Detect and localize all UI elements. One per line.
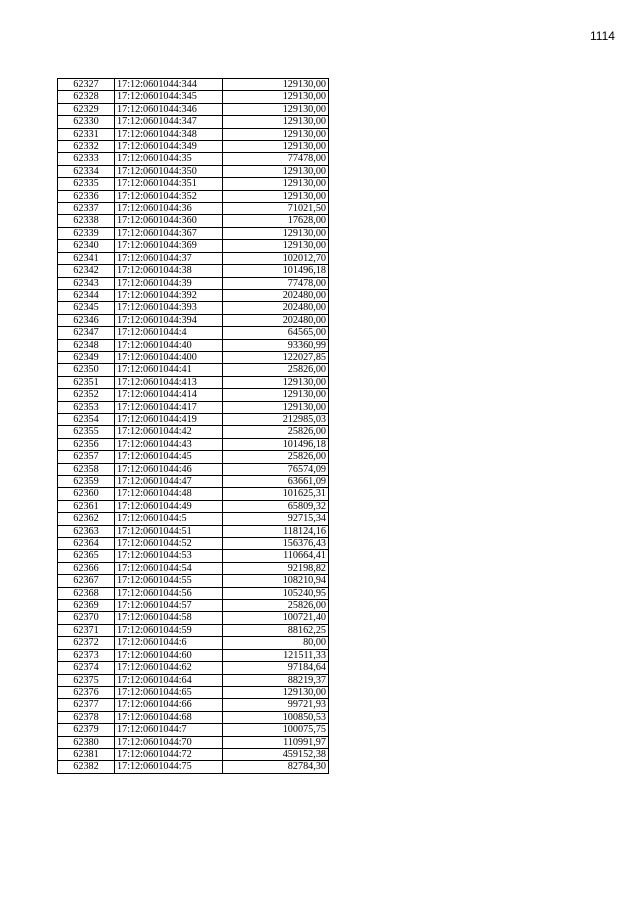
cadastral-number-cell: 17:12:0601044:54: [115, 562, 223, 574]
row-number-cell: 62358: [58, 463, 115, 475]
row-number-cell: 62328: [58, 91, 115, 103]
cadastral-number-cell: 17:12:0601044:38: [115, 265, 223, 277]
table-row: [58, 413, 329, 425]
value-cell: 102012,70: [223, 252, 329, 264]
table-row: [58, 91, 329, 103]
table-row: [58, 141, 329, 153]
value-cell: 101625,31: [223, 488, 329, 500]
cadastral-number-cell: 17:12:0601044:351: [115, 178, 223, 190]
cadastral-number-cell: 17:12:0601044:349: [115, 141, 223, 153]
row-number-cell: 62382: [58, 761, 115, 773]
value-cell: 92715,34: [223, 513, 329, 525]
value-cell: 129130,00: [223, 178, 329, 190]
value-cell: 77478,00: [223, 277, 329, 289]
row-number-cell: 62339: [58, 227, 115, 239]
row-number-cell: 62362: [58, 513, 115, 525]
value-cell: 202480,00: [223, 289, 329, 301]
table-row: [58, 438, 329, 450]
table-row: [58, 376, 329, 388]
table-row: [58, 649, 329, 661]
value-cell: 100850,53: [223, 711, 329, 723]
row-number-cell: 62357: [58, 451, 115, 463]
cadastral-number-cell: 17:12:0601044:48: [115, 488, 223, 500]
row-number-cell: 62336: [58, 190, 115, 202]
cadastral-number-cell: 17:12:0601044:60: [115, 649, 223, 661]
table-row: [58, 463, 329, 475]
table-row: [58, 215, 329, 227]
cadastral-number-cell: 17:12:0601044:52: [115, 538, 223, 550]
value-cell: 129130,00: [223, 389, 329, 401]
value-cell: 82784,30: [223, 761, 329, 773]
cadastral-number-cell: 17:12:0601044:43: [115, 438, 223, 450]
cadastral-number-cell: 17:12:0601044:352: [115, 190, 223, 202]
cadastral-number-cell: 17:12:0601044:53: [115, 550, 223, 562]
cadastral-number-cell: 17:12:0601044:36: [115, 203, 223, 215]
row-number-cell: 62335: [58, 178, 115, 190]
row-number-cell: 62371: [58, 624, 115, 636]
cadastral-number-cell: 17:12:0601044:5: [115, 513, 223, 525]
row-number-cell: 62349: [58, 351, 115, 363]
value-cell: 25826,00: [223, 451, 329, 463]
value-cell: 25826,00: [223, 364, 329, 376]
cadastral-number-cell: 17:12:0601044:7: [115, 724, 223, 736]
table-row: [58, 314, 329, 326]
value-cell: 118124,16: [223, 525, 329, 537]
cadastral-number-cell: 17:12:0601044:62: [115, 662, 223, 674]
value-cell: 25826,00: [223, 426, 329, 438]
cadastral-number-cell: 17:12:0601044:414: [115, 389, 223, 401]
table-row: [58, 364, 329, 376]
cadastral-number-cell: 17:12:0601044:350: [115, 165, 223, 177]
value-cell: 65809,32: [223, 500, 329, 512]
table-row: [58, 724, 329, 736]
table-row: [58, 587, 329, 599]
table-row: [58, 637, 329, 649]
cadastral-number-cell: 17:12:0601044:344: [115, 79, 223, 91]
row-number-cell: 62366: [58, 562, 115, 574]
table-row: [58, 562, 329, 574]
table-row: [58, 203, 329, 215]
cadastral-number-cell: 17:12:0601044:49: [115, 500, 223, 512]
cadastral-number-cell: 17:12:0601044:392: [115, 289, 223, 301]
cadastral-number-cell: 17:12:0601044:66: [115, 699, 223, 711]
cadastral-number-cell: 17:12:0601044:45: [115, 451, 223, 463]
row-number-cell: 62377: [58, 699, 115, 711]
cadastral-number-cell: 17:12:0601044:393: [115, 302, 223, 314]
row-number-cell: 62381: [58, 748, 115, 760]
table-row: [58, 748, 329, 760]
table-row: [58, 178, 329, 190]
table-body: [58, 79, 329, 774]
row-number-cell: 62337: [58, 203, 115, 215]
row-number-cell: 62344: [58, 289, 115, 301]
row-number-cell: 62364: [58, 538, 115, 550]
cadastral-number-cell: 17:12:0601044:64: [115, 674, 223, 686]
row-number-cell: 62363: [58, 525, 115, 537]
row-number-cell: 62338: [58, 215, 115, 227]
table-row: [58, 401, 329, 413]
table-row: [58, 190, 329, 202]
cadastral-number-cell: 17:12:0601044:369: [115, 240, 223, 252]
cadastral-number-cell: 17:12:0601044:70: [115, 736, 223, 748]
value-cell: 129130,00: [223, 227, 329, 239]
value-cell: 459152,38: [223, 748, 329, 760]
table-row: [58, 674, 329, 686]
table-row: [58, 711, 329, 723]
value-cell: 129130,00: [223, 190, 329, 202]
table-row: [58, 165, 329, 177]
value-cell: 129130,00: [223, 79, 329, 91]
row-number-cell: 62348: [58, 339, 115, 351]
row-number-cell: 62380: [58, 736, 115, 748]
table-row: [58, 389, 329, 401]
row-number-cell: 62368: [58, 587, 115, 599]
value-cell: 129130,00: [223, 240, 329, 252]
table-row: [58, 600, 329, 612]
table-row: [58, 736, 329, 748]
table-row: [58, 252, 329, 264]
cadastral-number-cell: 17:12:0601044:46: [115, 463, 223, 475]
row-number-cell: 62350: [58, 364, 115, 376]
row-number-cell: 62356: [58, 438, 115, 450]
table-row: [58, 538, 329, 550]
cadastral-number-cell: 17:12:0601044:41: [115, 364, 223, 376]
table-row: [58, 426, 329, 438]
table-row: [58, 339, 329, 351]
cadastral-number-cell: 17:12:0601044:347: [115, 116, 223, 128]
value-cell: 76574,09: [223, 463, 329, 475]
table-row: [58, 240, 329, 252]
table-row: [58, 79, 329, 91]
row-number-cell: 62355: [58, 426, 115, 438]
value-cell: 129130,00: [223, 165, 329, 177]
value-cell: 93360,99: [223, 339, 329, 351]
value-cell: 100721,40: [223, 612, 329, 624]
value-cell: 77478,00: [223, 153, 329, 165]
table-row: [58, 488, 329, 500]
row-number-cell: 62378: [58, 711, 115, 723]
table-row: [58, 612, 329, 624]
row-number-cell: 62370: [58, 612, 115, 624]
value-cell: 110991,97: [223, 736, 329, 748]
cadastral-number-cell: 17:12:0601044:55: [115, 575, 223, 587]
row-number-cell: 62379: [58, 724, 115, 736]
cadastral-number-cell: 17:12:0601044:42: [115, 426, 223, 438]
cadastral-number-cell: 17:12:0601044:39: [115, 277, 223, 289]
table-row: [58, 500, 329, 512]
value-cell: 92198,82: [223, 562, 329, 574]
row-number-cell: 62343: [58, 277, 115, 289]
table-row: [58, 624, 329, 636]
table-row: [58, 289, 329, 301]
value-cell: 105240,95: [223, 587, 329, 599]
cadastral-number-cell: 17:12:0601044:417: [115, 401, 223, 413]
cadastral-number-cell: 17:12:0601044:4: [115, 327, 223, 339]
cadastral-number-cell: 17:12:0601044:56: [115, 587, 223, 599]
cadastral-number-cell: 17:12:0601044:57: [115, 600, 223, 612]
cadastral-number-cell: 17:12:0601044:345: [115, 91, 223, 103]
cadastral-number-cell: 17:12:0601044:37: [115, 252, 223, 264]
table-row: [58, 327, 329, 339]
value-cell: 129130,00: [223, 401, 329, 413]
row-number-cell: 62360: [58, 488, 115, 500]
value-cell: 202480,00: [223, 314, 329, 326]
cadastral-number-cell: 17:12:0601044:72: [115, 748, 223, 760]
value-cell: 212985,03: [223, 413, 329, 425]
value-cell: 129130,00: [223, 103, 329, 115]
value-cell: 129130,00: [223, 376, 329, 388]
value-cell: 129130,00: [223, 141, 329, 153]
cadastral-number-cell: 17:12:0601044:400: [115, 351, 223, 363]
cadastral-number-cell: 17:12:0601044:58: [115, 612, 223, 624]
table-row: [58, 227, 329, 239]
row-number-cell: 62352: [58, 389, 115, 401]
row-number-cell: 62359: [58, 476, 115, 488]
table-row: [58, 265, 329, 277]
row-number-cell: 62376: [58, 686, 115, 698]
row-number-cell: 62334: [58, 165, 115, 177]
table-row: [58, 277, 329, 289]
table-row: [58, 302, 329, 314]
row-number-cell: 62372: [58, 637, 115, 649]
value-cell: 110664,41: [223, 550, 329, 562]
row-number-cell: 62341: [58, 252, 115, 264]
table-row: [58, 699, 329, 711]
cadastral-number-cell: 17:12:0601044:59: [115, 624, 223, 636]
row-number-cell: 62367: [58, 575, 115, 587]
row-number-cell: 62351: [58, 376, 115, 388]
value-cell: 101496,18: [223, 438, 329, 450]
row-number-cell: 62332: [58, 141, 115, 153]
row-number-cell: 62375: [58, 674, 115, 686]
cadastral-number-cell: 17:12:0601044:413: [115, 376, 223, 388]
value-cell: 99721,93: [223, 699, 329, 711]
value-cell: 71021,50: [223, 203, 329, 215]
value-cell: 25826,00: [223, 600, 329, 612]
value-cell: 100075,75: [223, 724, 329, 736]
cadastral-number-cell: 17:12:0601044:348: [115, 128, 223, 140]
row-number-cell: 62354: [58, 413, 115, 425]
cadastral-number-cell: 17:12:0601044:35: [115, 153, 223, 165]
value-cell: 88219,37: [223, 674, 329, 686]
row-number-cell: 62346: [58, 314, 115, 326]
cadastral-number-cell: 17:12:0601044:367: [115, 227, 223, 239]
value-cell: 97184,64: [223, 662, 329, 674]
table-row: [58, 476, 329, 488]
row-number-cell: 62331: [58, 128, 115, 140]
page-number: 1114: [590, 29, 615, 43]
cadastral-number-cell: 17:12:0601044:75: [115, 761, 223, 773]
row-number-cell: 62329: [58, 103, 115, 115]
cadastral-number-cell: 17:12:0601044:394: [115, 314, 223, 326]
row-number-cell: 62361: [58, 500, 115, 512]
row-number-cell: 62330: [58, 116, 115, 128]
table-row: [58, 116, 329, 128]
cadastral-number-cell: 17:12:0601044:51: [115, 525, 223, 537]
table-row: [58, 351, 329, 363]
table-row: [58, 451, 329, 463]
table-row: [58, 686, 329, 698]
row-number-cell: 62345: [58, 302, 115, 314]
table-row: [58, 761, 329, 773]
table-row: [58, 550, 329, 562]
row-number-cell: 62333: [58, 153, 115, 165]
row-number-cell: 62374: [58, 662, 115, 674]
table-row: [58, 153, 329, 165]
cadastral-number-cell: 17:12:0601044:419: [115, 413, 223, 425]
value-cell: 202480,00: [223, 302, 329, 314]
value-cell: 129130,00: [223, 128, 329, 140]
value-cell: 17628,00: [223, 215, 329, 227]
value-cell: 122027,85: [223, 351, 329, 363]
cadastral-number-cell: 17:12:0601044:40: [115, 339, 223, 351]
table-row: [58, 103, 329, 115]
table-row: [58, 525, 329, 537]
value-cell: 129130,00: [223, 91, 329, 103]
row-number-cell: 62340: [58, 240, 115, 252]
cadastral-number-cell: 17:12:0601044:68: [115, 711, 223, 723]
data-table: [57, 78, 329, 774]
row-number-cell: 62369: [58, 600, 115, 612]
value-cell: 156376,43: [223, 538, 329, 550]
value-cell: 63661,09: [223, 476, 329, 488]
value-cell: 88162,25: [223, 624, 329, 636]
cadastral-number-cell: 17:12:0601044:6: [115, 637, 223, 649]
value-cell: 129130,00: [223, 116, 329, 128]
row-number-cell: 62327: [58, 79, 115, 91]
table-row: [58, 575, 329, 587]
cadastral-number-cell: 17:12:0601044:65: [115, 686, 223, 698]
value-cell: 121511,33: [223, 649, 329, 661]
table-row: [58, 662, 329, 674]
value-cell: 129130,00: [223, 686, 329, 698]
row-number-cell: 62365: [58, 550, 115, 562]
table-row: [58, 513, 329, 525]
row-number-cell: 62353: [58, 401, 115, 413]
row-number-cell: 62347: [58, 327, 115, 339]
row-number-cell: 62342: [58, 265, 115, 277]
table-row: [58, 128, 329, 140]
cadastral-number-cell: 17:12:0601044:346: [115, 103, 223, 115]
value-cell: 101496,18: [223, 265, 329, 277]
row-number-cell: 62373: [58, 649, 115, 661]
value-cell: 80,00: [223, 637, 329, 649]
cadastral-number-cell: 17:12:0601044:47: [115, 476, 223, 488]
cadastral-number-cell: 17:12:0601044:360: [115, 215, 223, 227]
value-cell: 108210,94: [223, 575, 329, 587]
value-cell: 64565,00: [223, 327, 329, 339]
